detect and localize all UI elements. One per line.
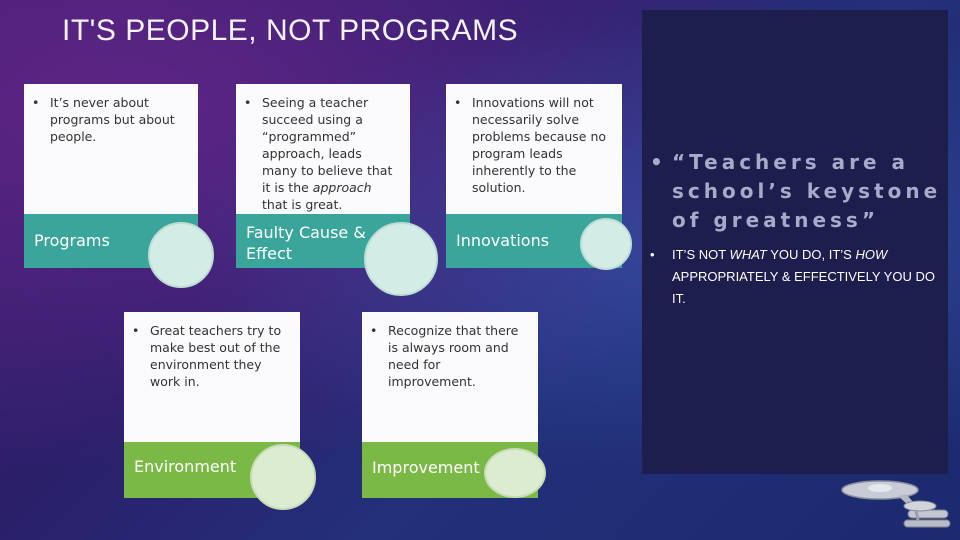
card-innovations-circle-icon: [580, 218, 632, 270]
bullet-icon: •: [650, 150, 667, 174]
card-cause-body-italic: approach: [312, 180, 372, 195]
card-improvement-title: Improvement: [372, 458, 480, 477]
card-programs-circle-icon: [148, 222, 214, 288]
card-cause-circle-icon: [364, 222, 438, 296]
card-programs-text: [24, 84, 198, 214]
card-innovations-title: Innovations: [456, 231, 550, 250]
note-italic-1: WHAT: [729, 247, 767, 262]
card-innovations-body: Innovations will not necessarily solve problems because no program leads inherently to the solution.: [472, 95, 607, 195]
card-environment-circle-icon: [250, 444, 316, 510]
card-cause-title: Faulty Cause & Effect: [246, 223, 366, 263]
side-panel-quote-text: “Teachers are a school’s keystone of greatness”: [672, 150, 942, 232]
card-programs-title: Programs: [34, 231, 110, 250]
starship-icon: [838, 472, 956, 534]
card-environment-title: Environment: [134, 457, 237, 476]
card-cause-body-b: that is great.: [262, 197, 343, 212]
note-part-2: YOU DO, IT’S: [766, 247, 856, 262]
bullet-icon: •: [370, 323, 378, 338]
card-cause-body-a: Seeing a teacher succeed using a “programmed” approach, leads many to believe that it is the: [262, 95, 393, 195]
side-panel-note: [650, 244, 950, 310]
bullet-icon: •: [650, 247, 655, 262]
card-improvement-circle-icon: [484, 448, 546, 498]
card-cause-body: [254, 94, 400, 213]
side-panel-note-text: [650, 244, 950, 310]
note-part-3: APPROPRIATELY & EFFECTIVELY YOU DO IT.: [672, 269, 935, 306]
card-improvement-body: Recognize that there is always room and need for improvement.: [388, 323, 519, 389]
card-environment-body: Great teachers try to make best out of the environment they work in.: [150, 323, 282, 389]
bullet-icon: •: [132, 323, 140, 338]
side-panel-quote: [650, 148, 950, 235]
note-part-1: IT’S NOT: [672, 247, 730, 262]
card-improvement-text: [362, 312, 538, 442]
note-italic-2: HOW: [855, 247, 888, 262]
bullet-icon: •: [32, 95, 40, 110]
card-innovations-text: [446, 84, 622, 214]
side-panel: [642, 10, 948, 474]
bullet-icon: •: [244, 95, 252, 110]
bullet-icon: •: [454, 95, 462, 110]
card-programs-body: It’s never about programs but about people.: [50, 95, 175, 144]
slide-title: IT'S PEOPLE, NOT PROGRAMS: [62, 14, 519, 47]
card-cause-text: [236, 84, 410, 214]
card-environment-text: [124, 312, 300, 442]
